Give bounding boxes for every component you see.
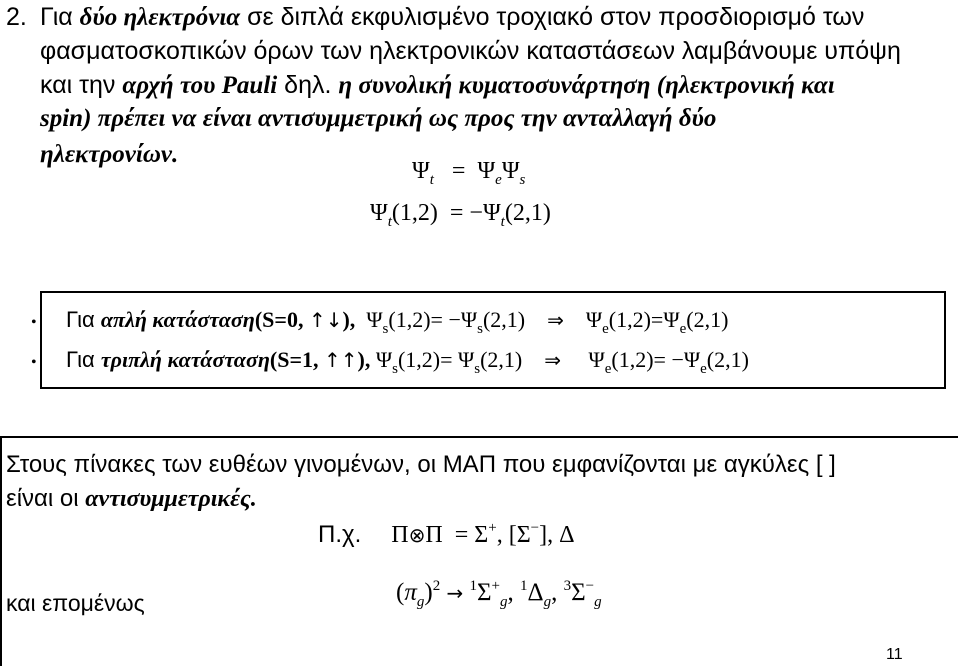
arrow-right-icon: → [446, 581, 464, 605]
intro-line-3: και την αρχή του Pauli δηλ. η συνολική κυματοσυνάρτηση (ηλεκτρονική και [40, 71, 835, 99]
bullet-1: • [31, 314, 37, 331]
note-line-1: Στους πίνακες των ευθέων γινομένων, οι ΜΑΠ που εμφανίζονται με αγκύλες [ ] [6, 451, 836, 478]
bullet-2: • [31, 354, 37, 371]
example-direct-product: Π.χ. Π⊗Π = Σ+, [Σ−], Δ [318, 520, 575, 548]
consequence-label: και επομένως [6, 590, 145, 616]
intro-line-5: ηλεκτρονίων. [40, 141, 179, 168]
spin-arrows-up-up: ↑↑ [324, 348, 358, 372]
consequence-terms: $(\pi_g)^2 \to ^1\Sigma^+_g$, $^1\Delta_g$, $^3\Sigma^-_g$ [396, 578, 602, 610]
singlet-state-row: Για απλή κατάσταση(S=0, ↑↓), $\Psi_s(1,2)= -\Psi_s(2,1)$ ⇒ $\Psi_e(1,2)=\Psi_e(2,1)$ [66, 307, 729, 337]
equation-antisymmetry: $\Psi_t(1,2) = -\Psi_t(2,1)$ [370, 200, 551, 230]
intro-line-2: φασματοσκοπικών όρων των ηλεκτρονικών καταστάσεων λαμβάνουμε υπόψη [40, 37, 901, 65]
otimes-icon: ⊗ [408, 523, 426, 547]
triplet-state-row: Για τριπλή κατάσταση(S=1, ↑↑), $\Psi_s(1,2)= \Psi_s(2,1)$ ⇒ $\Psi_e(1,2)= -\Psi_e(2,1)$ [66, 347, 749, 377]
item-number: 2. [6, 3, 27, 31]
page-number: 11 [886, 646, 903, 663]
implies-icon: ⇒ [547, 308, 564, 332]
emphasis-pauli: αρχή του Pauli [122, 72, 278, 99]
spin-arrows-up-down: ↑↓ [308, 308, 343, 332]
implies-icon: ⇒ [544, 348, 561, 372]
note-line-2: είναι οι αντισυμμετρικές. [6, 485, 257, 512]
emphasis-two-electrons: δύο ηλεκτρόνια [79, 4, 241, 31]
intro-line-4: spin) πρέπει να είναι αντισυμμετρική ως προς την ανταλλαγή δύο [40, 105, 717, 132]
equation-total-wavefunction: $\Psi_t$ = $\Psi_e\Psi_s$ [412, 158, 526, 188]
intro-line-1: Για δύο ηλεκτρόνια σε διπλά εκφυλισμένο τροχιακό στον προσδιορισμό των [40, 3, 865, 31]
